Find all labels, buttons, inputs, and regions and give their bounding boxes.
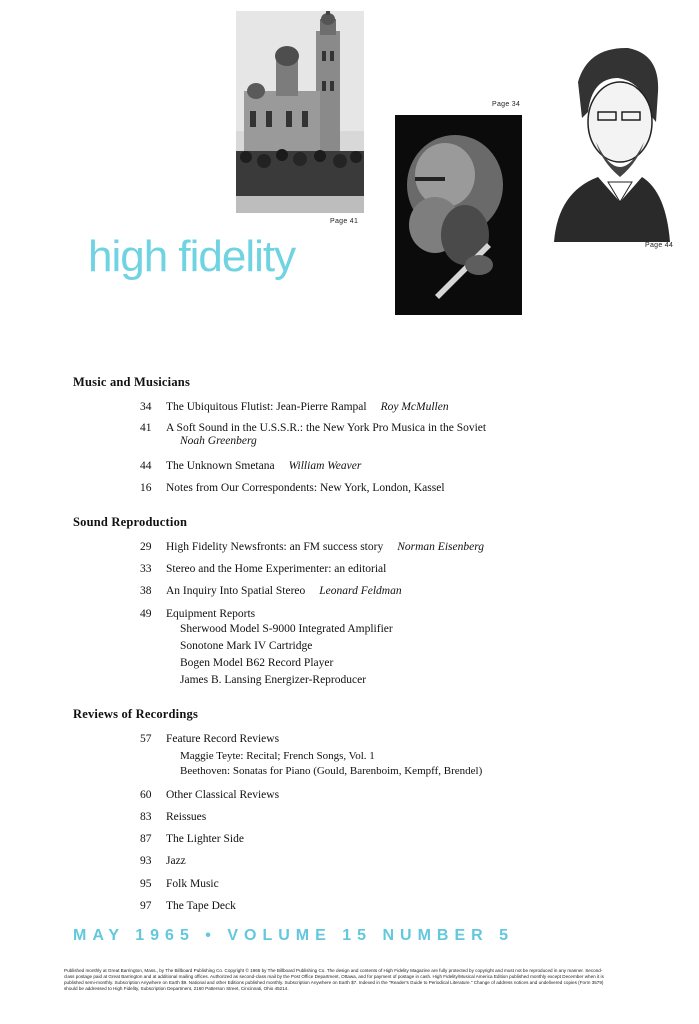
smetana-portrait [548, 42, 672, 242]
page-number: 93 [140, 855, 152, 867]
toc-entry[interactable] [140, 787, 279, 803]
toc-entry[interactable] [140, 561, 386, 577]
entry-title: The Ubiquitous Flutist: Jean-Pierre Rampal [166, 401, 367, 413]
sub-entry: Bogen Model B62 Record Player [180, 657, 334, 669]
issue-line: MAY 1965 • VOLUME 15 NUMBER 5 [73, 927, 515, 944]
page-number: 97 [140, 900, 152, 912]
section-title: Music and Musicians [73, 375, 191, 389]
entry-title: An Inquiry Into Spatial Stereo [166, 585, 306, 597]
publication-notice: Published monthly at Great Barrington, Mass., by The Billboard Publishing Co. Copyright © 1965 by The Billboard Publishing Co. The design and contents of High Fidelity Magazine are fully protected by copyright and must not be reproduced in any manner. Second-class postage paid at Great Barrington and at additional mailing offices. Authorized as second-class mail by the Post Office Department, Ottawa, and for payment of postage in cash. High Fidelity/Musical America Edition published monthly except December when it is published semi-monthly. Subscription Anywhere on Earth $9. National and other Editions published monthly. Subscription Anywhere on Earth $7. Indexed in the "Reader's Guide to Periodical Literature." Change of address notices and undelivered copies (Form 3579) should be addressed to High Fidelity, Subscription Department, 2160 Patterson Street, Cincinnati, Ohio 45214. [64, 968, 604, 991]
toc-entry[interactable] [140, 420, 486, 436]
page-number: 57 [140, 733, 152, 745]
toc-entry[interactable] [140, 583, 402, 599]
page-number: 83 [140, 811, 152, 823]
page-number: 60 [140, 789, 152, 801]
entry-author: Norman Eisenberg [397, 541, 484, 553]
entry-title: Jazz [166, 855, 186, 867]
toc-entry[interactable] [140, 399, 449, 415]
page-number: 38 [140, 585, 152, 597]
toc-entry[interactable] [140, 809, 206, 825]
photo-caption: Page 34 [492, 101, 521, 108]
photo-caption: Page 44 [645, 242, 674, 249]
photo-caption: Page 41 [330, 218, 359, 225]
sub-entry: James B. Lansing Energizer-Reproducer [180, 674, 367, 686]
entry-title: Notes from Our Correspondents: New York, London, Kassel [166, 482, 445, 494]
section-title: Sound Reproduction [73, 515, 188, 529]
page-number: 34 [140, 401, 152, 413]
section-title: Reviews of Recordings [73, 707, 199, 721]
page-number: 41 [140, 422, 152, 434]
entry-title: Stereo and the Home Experimenter: an editorial [166, 563, 387, 575]
entry-author: Leonard Feldman [319, 585, 402, 597]
toc-entry[interactable] [140, 731, 279, 747]
toc-entry[interactable] [140, 898, 236, 914]
entry-author: Noah Greenberg [180, 435, 257, 447]
page-number: 16 [140, 482, 152, 494]
sub-entry: Beethoven: Sonatas for Piano (Gould, Barenboim, Kempff, Brendel) [180, 765, 483, 777]
kremlin-photo [236, 11, 364, 213]
entry-author: Roy McMullen [380, 401, 449, 413]
sub-entry: Sherwood Model S-9000 Integrated Amplifier [180, 623, 393, 635]
entry-title: Equipment Reports [166, 608, 256, 620]
entry-author: William Weaver [288, 460, 362, 472]
entry-title: A Soft Sound in the U.S.S.R.: the New York Pro Musica in the Soviet [166, 422, 487, 434]
page-number: 49 [140, 608, 152, 620]
page-number: 29 [140, 541, 152, 553]
entry-title: Reissues [166, 811, 207, 823]
toc-entry[interactable] [140, 606, 255, 622]
page-number: 44 [140, 460, 152, 472]
page-number: 87 [140, 833, 152, 845]
entry-title: Folk Music [166, 878, 219, 890]
sub-entry: Maggie Teyte: Recital; French Songs, Vol. 1 [180, 750, 375, 762]
toc-entry[interactable] [140, 539, 484, 555]
toc-entry[interactable] [140, 831, 244, 847]
page-number: 33 [140, 563, 152, 575]
toc-entry[interactable] [140, 876, 219, 892]
entry-title: The Tape Deck [166, 900, 236, 912]
entry-title: Other Classical Reviews [166, 789, 280, 801]
toc-entry[interactable] [140, 480, 445, 496]
entry-title: High Fidelity Newsfronts: an FM success story [166, 541, 384, 553]
entry-title: The Unknown Smetana [166, 460, 275, 472]
toc-entry[interactable] [140, 853, 186, 869]
toc-entry[interactable] [140, 458, 361, 474]
entry-title: Feature Record Reviews [166, 733, 280, 745]
page-number: 95 [140, 878, 152, 890]
magazine-logo: high fidelity [88, 232, 296, 281]
flutist-photo [395, 115, 522, 315]
sub-entry: Sonotone Mark IV Cartridge [180, 640, 313, 652]
entry-title: The Lighter Side [166, 833, 244, 845]
